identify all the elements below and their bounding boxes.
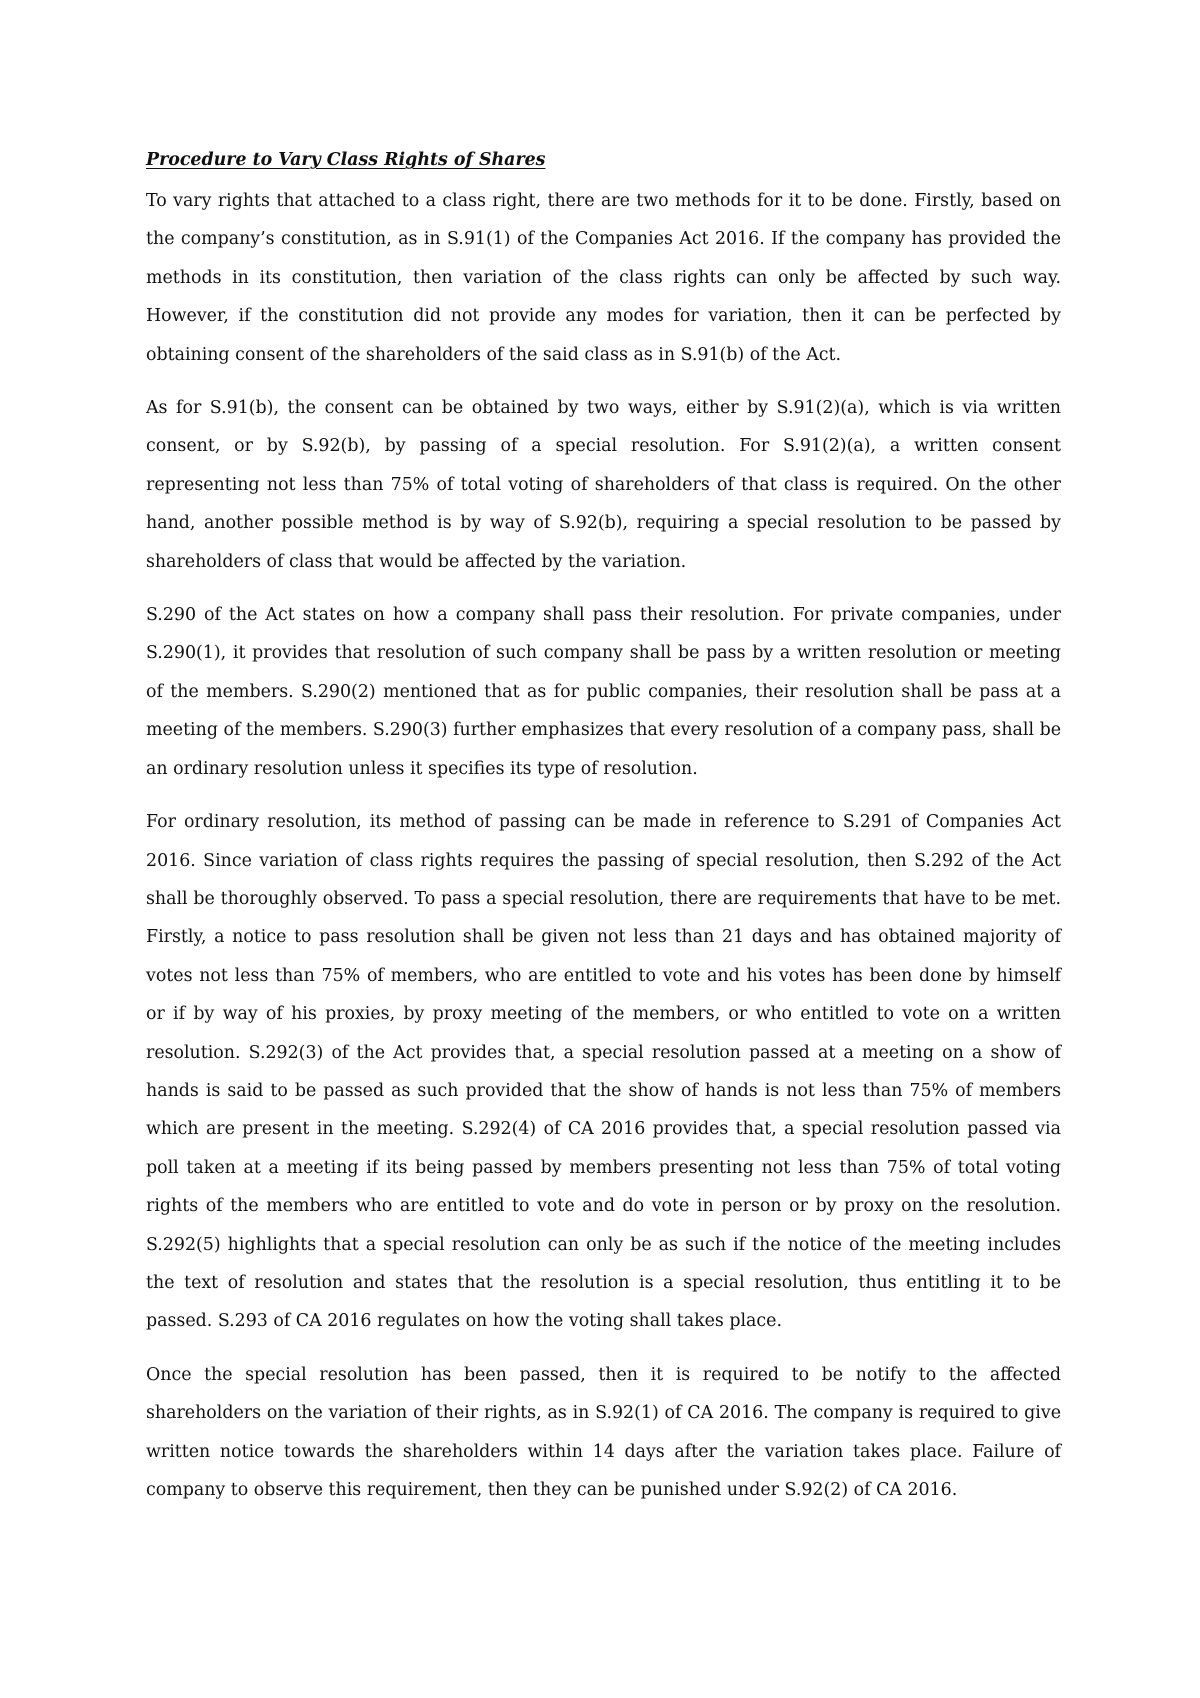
document-page <box>146 146 1061 1524</box>
document-title: Procedure to Vary Class Rights of Shares <box>146 150 546 170</box>
paragraph-3: S.290 of the Act states on how a company shall pass their resolution. For private companies, under S.290(1), it provides that resolution of such company shall be pass by a written resolution or meeting of the members. S.290(2) mentioned that as for public companies, their resolution shall be pass at a meeting of the members. S.290(3) further emphasizes that every resolution of a company pass, shall be an ordinary resolution unless it specifies its type of resolution. <box>146 605 1061 779</box>
paragraph-4: For ordinary resolution, its method of passing can be made in reference to S.291 of Companies Act 2016. Since variation of class rights requires the passing of special resolution, then S.292 of the Act shall be thoroughly observed. To pass a special resolution, there are requirements that have to be met. Firstly, a notice to pass resolution shall be given not less than 21 days and has obtained majority of votes not less than 75% of members, who are entitled to vote and his votes has been done by himself or if by way of his proxies, by proxy meeting of the members, or who entitled to vote on a written resolution. S.292(3) of the Act provides that, a special resolution passed at a meeting on a show of hands is said to be passed as such provided that the show of hands is not less than 75% of members which are present in the meeting. S.292(4) of CA 2016 provides that, a special resolution passed via poll taken at a meeting if its being passed by members presenting not less than 75% of total voting rights of the members who are entitled to vote and do vote in person or by proxy on the resolution. S.292(5) highlights that a special resolution can only be as such if the notice of the meeting includes the text of resolution and states that the resolution is a special resolution, thus entitling it to be passed. S.293 of CA 2016 regulates on how the voting shall takes place. <box>146 812 1061 1332</box>
paragraph-1: To vary rights that attached to a class right, there are two methods for it to be done. Firstly, based on the company’s constitution, as in S.91(1) of the Companies Act 2016. If the company has provided the methods in its constitution, then variation of the class rights can only be affected by such way. However, if the constitution did not provide any modes for variation, then it can be perfected by obtaining consent of the shareholders of the said class as in S.91(b) of the Act. <box>146 191 1061 365</box>
paragraph-5: Once the special resolution has been passed, then it is required to be notify to the affected shareholders on the variation of their rights, as in S.92(1) of CA 2016. The company is required to give written notice towards the shareholders within 14 days after the variation takes place. Failure of company to observe this requirement, then they can be punished under S.92(2) of CA 2016. <box>146 1364 1061 1500</box>
paragraph-2: As for S.91(b), the consent can be obtained by two ways, either by S.91(2)(a), which is via written consent, or by S.92(b), by passing of a special resolution. For S.91(2)(a), a written consent representing not less than 75% of total voting of shareholders of that class is required. On the other hand, another possible method is by way of S.92(b), requiring a special resolution to be passed by shareholders of class that would be affected by the variation. <box>146 398 1061 572</box>
